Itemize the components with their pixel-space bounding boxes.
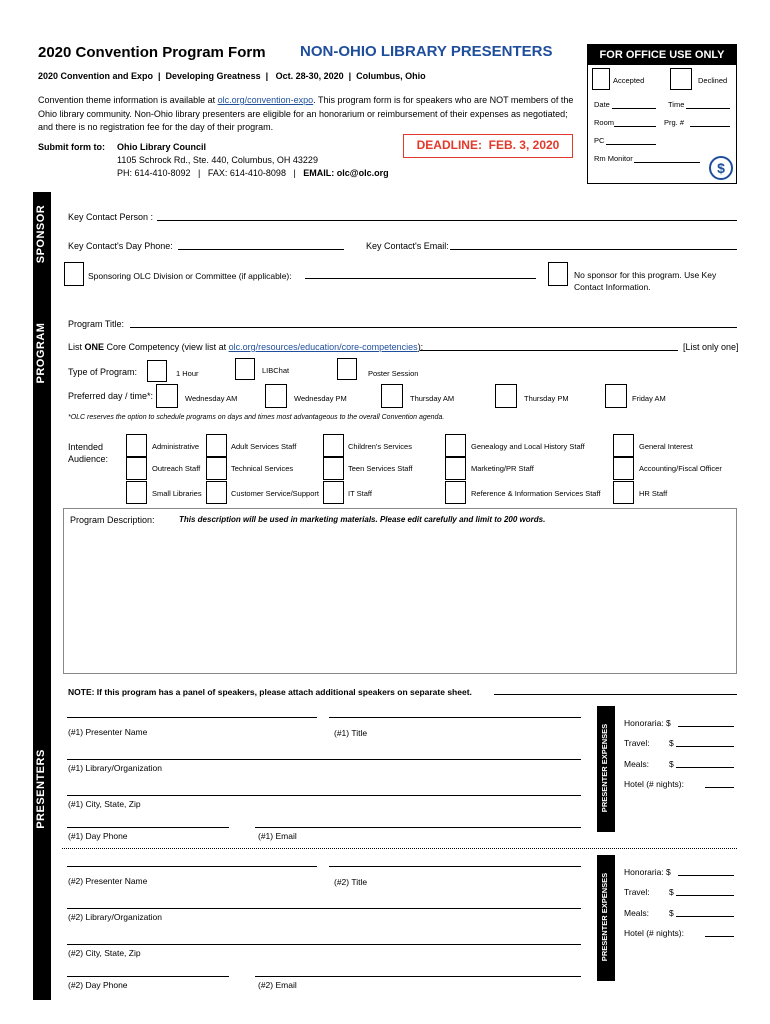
- day-phone-field[interactable]: [178, 249, 344, 250]
- office-date-field[interactable]: [612, 108, 656, 109]
- office-pc-field[interactable]: [606, 144, 656, 145]
- office-rm-monitor-label: Rm Monitor: [594, 154, 633, 163]
- program-description-note: This description will be used in marketing materials. Please edit carefully and limit to 200 words.: [179, 515, 546, 524]
- time-wed-am-label: Wednesday AM: [185, 394, 238, 403]
- audience-checkbox[interactable]: [126, 434, 147, 457]
- audience-label: Customer Service/Support: [231, 489, 319, 498]
- presenter-library-field[interactable]: [67, 759, 581, 760]
- type-libchat-label: LIBChat: [262, 366, 290, 375]
- presenter-phone-label: (#1) Day Phone: [68, 831, 128, 841]
- accepted-checkbox[interactable]: [592, 68, 610, 90]
- meals-dollar: $: [669, 759, 674, 769]
- audience-label: Marketing/PR Staff: [471, 464, 534, 473]
- presenter-city-label: (#2) City, State, Zip: [68, 948, 141, 958]
- time-wed-pm-checkbox[interactable]: [265, 384, 287, 408]
- audience-label: Genealogy and Local History Staff: [471, 442, 585, 451]
- deadline-badge: DEADLINE: FEB. 3, 2020: [403, 134, 573, 158]
- convention-link[interactable]: olc.org/convention-expo: [217, 95, 314, 105]
- honoraria-field[interactable]: [678, 726, 734, 727]
- audience-label: Technical Services: [231, 464, 294, 473]
- presenter-name-field[interactable]: [67, 866, 317, 867]
- time-fri-am-checkbox[interactable]: [605, 384, 627, 408]
- audience-label: Accounting/Fiscal Officer: [639, 464, 722, 473]
- competency-bold: ONE: [84, 342, 105, 352]
- audience-label: General Interest: [639, 442, 693, 451]
- competency-field[interactable]: [420, 350, 678, 351]
- declined-checkbox[interactable]: [670, 68, 692, 90]
- office-use-title: FOR OFFICE USE ONLY: [588, 45, 736, 65]
- no-sponsor-label: No sponsor for this program. Use Key Contact Information.: [574, 270, 717, 292]
- presenters-side-label: PRESENTERS: [35, 749, 47, 829]
- audience-checkbox[interactable]: [445, 457, 466, 480]
- program-title-label: Program Title:: [68, 319, 125, 329]
- list-only-note: [List only one]: [683, 342, 739, 352]
- meals-field[interactable]: [676, 767, 734, 768]
- presenter-name-field[interactable]: [67, 717, 317, 718]
- audience-label: HR Staff: [639, 489, 668, 498]
- time-thu-am-label: Thursday AM: [410, 394, 455, 403]
- competency-link[interactable]: olc.org/resources/education/core-competencies: [228, 342, 418, 352]
- panel-note: NOTE: If this program has a panel of speakers, please attach additional speakers on separate sheet.: [68, 687, 472, 697]
- presenter-phone-label: (#2) Day Phone: [68, 980, 128, 990]
- type-libchat-checkbox[interactable]: [235, 358, 255, 380]
- audience-checkbox[interactable]: [323, 434, 344, 457]
- office-rm-monitor-field[interactable]: [634, 162, 700, 163]
- panel-note-rule: [494, 694, 737, 695]
- info-pre: Convention theme information is available at: [38, 95, 218, 105]
- presenter-phone-field[interactable]: [67, 976, 229, 977]
- presenter-expenses-label: PRESENTER EXPENSES: [600, 872, 609, 962]
- presenter-email-label: (#1) Email: [258, 831, 297, 841]
- nights-label: Hotel (# nights):: [624, 928, 684, 938]
- presenter-city-field[interactable]: [67, 944, 581, 945]
- program-title-field[interactable]: [130, 327, 737, 328]
- audience-label: Teen Services Staff: [348, 464, 413, 473]
- submit-label: Submit form to:: [38, 142, 105, 152]
- presenter-city-field[interactable]: [67, 795, 581, 796]
- honoraria-field[interactable]: [678, 875, 734, 876]
- audience-checkbox[interactable]: [323, 481, 344, 504]
- office-time-field[interactable]: [686, 108, 730, 109]
- form-subtitle: NON-OHIO LIBRARY PRESENTERS: [300, 43, 553, 60]
- travel-field[interactable]: [676, 895, 734, 896]
- audience-label: Outreach Staff: [152, 464, 201, 473]
- accepted-label: Accepted: [613, 76, 645, 85]
- time-wed-pm-label: Wednesday PM: [294, 394, 347, 403]
- org-name: Ohio Library Council: [117, 142, 207, 152]
- audience-checkbox[interactable]: [126, 481, 147, 504]
- meals-field[interactable]: [676, 916, 734, 917]
- time-fri-am-label: Friday AM: [632, 394, 666, 403]
- presenter-email-field[interactable]: [255, 827, 581, 828]
- presenter-phone-field[interactable]: [67, 827, 229, 828]
- competency-post: ):: [417, 342, 424, 352]
- type-poster-checkbox[interactable]: [337, 358, 357, 380]
- office-pc-label: PC: [594, 136, 605, 145]
- division-field[interactable]: [305, 278, 536, 279]
- office-room-field[interactable]: [614, 126, 656, 127]
- presenter-library-label: (#1) Library/Organization: [68, 763, 163, 773]
- presenter-email-field[interactable]: [255, 976, 581, 977]
- event-line: 2020 Convention and Expo | Developing Greatness | Oct. 28-30, 2020 | Columbus, Ohio: [38, 71, 426, 81]
- audience-label: Reference & Information Services Staff: [471, 489, 601, 498]
- program-side-label: PROGRAM: [35, 322, 47, 384]
- audience-checkbox[interactable]: [613, 481, 634, 504]
- meals-dollar: $: [669, 908, 674, 918]
- day-phone-label: Key Contact's Day Phone:: [68, 241, 173, 251]
- competency-mid: Core Competency (view list at: [104, 342, 229, 352]
- org-email: EMAIL: olc@olc.org: [303, 168, 389, 178]
- org-address: 1105 Schrock Rd., Ste. 440, Columbus, OH 43229: [117, 155, 318, 165]
- dollar-icon: $: [709, 156, 733, 180]
- audience-label: IT Staff: [348, 489, 372, 498]
- travel-dollar: $: [669, 738, 674, 748]
- travel-field[interactable]: [676, 746, 734, 747]
- audience-checkbox[interactable]: [445, 481, 466, 504]
- org-contact: [117, 168, 389, 178]
- declined-label: Declined: [698, 76, 728, 85]
- presenter-title-label: (#2) Title: [334, 877, 368, 887]
- presenter-expenses-label: PRESENTER EXPENSES: [600, 723, 609, 813]
- audience-checkbox[interactable]: [323, 457, 344, 480]
- form-title: 2020 Convention Program Form: [38, 44, 266, 61]
- sponsor-side-label: SPONSOR: [35, 204, 47, 264]
- type-poster-label: Poster Session: [368, 369, 419, 378]
- time-thu-pm-checkbox[interactable]: [495, 384, 517, 408]
- audience-label: Small Libraries: [152, 489, 202, 498]
- presenter-title-field[interactable]: [329, 866, 581, 867]
- audience-label: Intended Audience:: [68, 442, 109, 464]
- audience-label: Adult Services Staff: [231, 442, 297, 451]
- time-wed-am-checkbox[interactable]: [156, 384, 178, 408]
- audience-checkbox[interactable]: [206, 457, 227, 480]
- org-phone-fax: PH: 614-410-8092 | FAX: 614-410-8098 |: [117, 168, 304, 178]
- program-description-box[interactable]: [63, 508, 737, 674]
- scheduling-note: *OLC reserves the option to schedule programs on days and times most advantageous to the overall Convention agenda.: [68, 414, 445, 421]
- presenter-name-label: (#1) Presenter Name: [68, 727, 148, 737]
- program-description-label: Program Description:: [70, 515, 155, 525]
- key-contact-field[interactable]: [157, 220, 737, 221]
- preferred-time-label: Preferred day / time*:: [68, 391, 154, 401]
- contact-email-label: Key Contact's Email:: [366, 241, 449, 251]
- competency-pre: List: [68, 342, 85, 352]
- meals-label: Meals:: [624, 759, 650, 769]
- info-text: [38, 94, 578, 135]
- office-prg-field[interactable]: [690, 126, 730, 127]
- competency-label: [68, 342, 423, 352]
- presenter-city-label: (#1) City, State, Zip: [68, 799, 141, 809]
- office-prg-label: Prg. #: [664, 118, 685, 127]
- audience-checkbox[interactable]: [613, 434, 634, 457]
- travel-dollar: $: [669, 887, 674, 897]
- presenter-title-label: (#1) Title: [334, 728, 368, 738]
- contact-email-field[interactable]: [450, 249, 737, 250]
- nights-field[interactable]: [705, 787, 734, 788]
- type-1hour-checkbox[interactable]: [147, 360, 167, 382]
- presenter-title-field[interactable]: [329, 717, 581, 718]
- audience-checkbox[interactable]: [445, 434, 466, 457]
- presenter-email-label: (#2) Email: [258, 980, 297, 990]
- no-sponsor-checkbox[interactable]: [548, 262, 568, 286]
- meals-label: Meals:: [624, 908, 650, 918]
- type-1hour-label: 1 Hour: [176, 369, 199, 378]
- division-checkbox[interactable]: [64, 262, 84, 286]
- audience-checkbox[interactable]: [613, 457, 634, 480]
- travel-label: Travel:: [624, 887, 650, 897]
- office-room-label: Room: [594, 118, 615, 127]
- office-date-label: Date: [594, 100, 610, 109]
- key-contact-label: Key Contact Person :: [68, 212, 154, 222]
- audience-checkbox[interactable]: [206, 434, 227, 457]
- presenter-library-label: (#2) Library/Organization: [68, 912, 163, 922]
- audience-checkbox[interactable]: [206, 481, 227, 504]
- audience-label: Children's Services: [348, 442, 412, 451]
- audience-checkbox[interactable]: [126, 457, 147, 480]
- nights-label: Hotel (# nights):: [624, 779, 684, 789]
- office-time-label: Time: [668, 100, 685, 109]
- program-type-label: Type of Program:: [68, 367, 138, 377]
- presenter-name-label: (#2) Presenter Name: [68, 876, 148, 886]
- travel-label: Travel:: [624, 738, 650, 748]
- time-thu-pm-label: Thursday PM: [524, 394, 569, 403]
- division-label: Sponsoring OLC Division or Committee (if applicable):: [88, 271, 292, 281]
- info-post: . This program form is for speakers who are NOT members of the Ohio library community. Non-Ohio library presenters are eligible for an honorarium or reimbursement of their expenses as negotiated; and there is no registration fee for the day of their program.: [38, 95, 574, 132]
- nights-field[interactable]: [705, 936, 734, 937]
- presenter-separator: [62, 848, 737, 849]
- honoraria-label: Honoraria: $: [624, 867, 671, 877]
- time-thu-am-checkbox[interactable]: [381, 384, 403, 408]
- audience-label: Administrative: [152, 442, 200, 451]
- honoraria-label: Honoraria: $: [624, 718, 671, 728]
- presenter-library-field[interactable]: [67, 908, 581, 909]
